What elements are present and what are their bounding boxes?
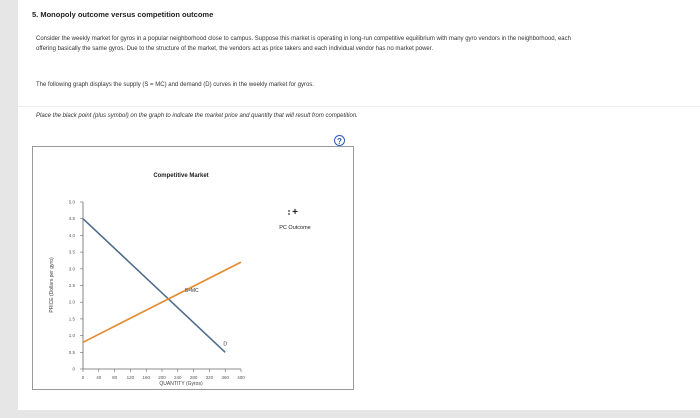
x-tick-label: 40	[96, 375, 102, 380]
x-tick-label: 240	[174, 375, 182, 380]
palette-dot-icon	[288, 210, 290, 212]
y-axis-label: PRICE (Dollars per gyro)	[49, 257, 55, 313]
pc-outcome-label: PC Outcome	[279, 225, 311, 231]
y-tick-label: 4.5	[68, 216, 75, 222]
y-tick-label: 0	[72, 366, 75, 372]
series-group	[83, 219, 241, 353]
y-tick-label: 0.5	[68, 349, 75, 355]
x-tick-label: 360	[221, 375, 229, 380]
chart-title: Competitive Market	[153, 173, 209, 179]
question-title: 5. Monopoly outcome versus competition outcome	[32, 10, 214, 19]
pc-outcome-plus-icon[interactable]: +	[292, 207, 298, 218]
y-tick-label: 1.0	[68, 333, 75, 339]
y-tick-label: 3.0	[68, 266, 75, 272]
window-bottom-bar	[0, 410, 700, 418]
x-tick-label: 160	[142, 375, 150, 380]
y-tick-label: 3.5	[68, 249, 75, 255]
axes	[69, 200, 246, 381]
curve-label: S=MC	[184, 288, 199, 295]
x-tick-label: 280	[189, 375, 198, 380]
help-icon[interactable]: ?	[334, 135, 345, 146]
question-page	[18, 0, 700, 418]
curve-label: D	[223, 341, 228, 348]
x-tick-label: 120	[126, 375, 135, 380]
x-tick-label: 320	[205, 375, 214, 380]
palette-dot-icon	[288, 213, 290, 215]
section-divider	[18, 106, 700, 107]
y-tick-label: 5.0	[68, 199, 75, 205]
x-axis-label: QUANTITY (Gyros)	[159, 381, 203, 387]
y-tick-label: 4.0	[68, 232, 75, 238]
question-paragraph-1: Consider the weekly market for gyros in a popular neighborhood close to campus. Suppose this market is operating in long-run competitive equilibrium with many gyro vendors in the neighborhood, each offering basically the same gyros. Due to the structure of the market, the vendors act as price takers and each individual vendor has no market power.	[36, 36, 571, 52]
series-line-s-mc	[83, 262, 241, 342]
x-tick-label: 400	[237, 375, 245, 380]
x-tick-label: 80	[112, 375, 118, 380]
y-tick-label: 2.5	[68, 283, 75, 288]
x-tick-label: 200	[158, 375, 166, 380]
competitive-market-chart[interactable]	[33, 147, 353, 389]
y-tick-label: 2.0	[68, 299, 75, 305]
pc-outcome-palette[interactable]	[279, 207, 310, 231]
graph-panel[interactable]	[32, 146, 354, 390]
graph-instruction: Place the black point (plus symbol) on the graph to indicate the market price and quantity that will result from competition.	[36, 113, 358, 119]
y-tick-label: 1.5	[68, 316, 75, 322]
question-paragraph-2: The following graph displays the supply (S = MC) and demand (D) curves in the weekly market for gyros.	[36, 82, 314, 88]
x-tick-label: 0	[81, 375, 85, 380]
